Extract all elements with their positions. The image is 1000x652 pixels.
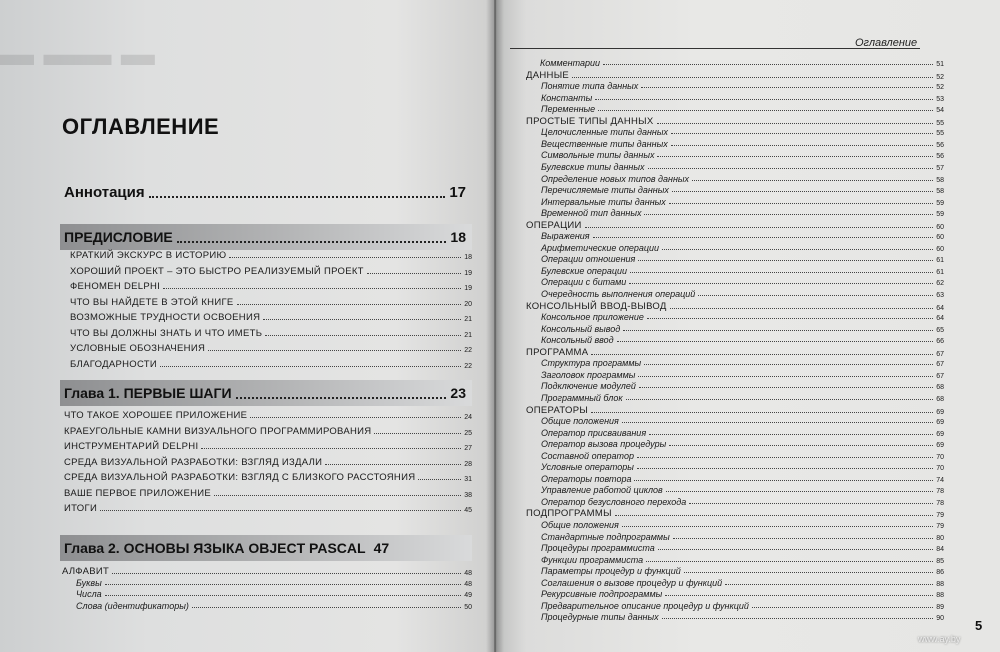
toc-entry[interactable] bbox=[70, 281, 472, 292]
toc-entry-label: Составной оператор bbox=[541, 450, 634, 461]
toc-entry-page: 60 bbox=[936, 245, 944, 253]
toc-entry-label: СРЕДА ВИЗУАЛЬНОЙ РАЗРАБОТКИ: ВЗГЛЯД ИЗДАЛИ bbox=[64, 456, 323, 468]
toc-entry-label: КРАТКИЙ ЭКСКУРС В ИСТОРИЮ bbox=[70, 250, 227, 261]
toc-entry[interactable] bbox=[540, 58, 944, 68]
toc-entry-page: 69 bbox=[936, 430, 944, 438]
leader-dots bbox=[208, 350, 461, 351]
leader-dots bbox=[662, 249, 933, 250]
leader-dots bbox=[192, 607, 461, 608]
running-header: Оглавление bbox=[855, 37, 918, 49]
toc-entry[interactable] bbox=[541, 497, 944, 507]
leader-dots bbox=[591, 354, 933, 355]
toc-entry-label: Временной тип данных bbox=[541, 208, 642, 219]
toc-entry[interactable] bbox=[541, 254, 944, 264]
leader-dots bbox=[630, 272, 933, 273]
toc-entry-label: Параметры процедур и функций bbox=[541, 566, 681, 577]
toc-entry[interactable] bbox=[541, 578, 944, 588]
toc-entry[interactable] bbox=[541, 277, 944, 287]
toc-entry[interactable] bbox=[541, 381, 944, 391]
toc-entry[interactable] bbox=[541, 520, 944, 530]
toc-entry-page: 78 bbox=[936, 488, 944, 496]
toc-entry-page: 74 bbox=[936, 476, 944, 484]
bleed-through-text: ▬ ▬▬ ▬ bbox=[0, 35, 155, 73]
toc-entry[interactable] bbox=[541, 335, 944, 345]
toc-entry-label: Общие положения bbox=[541, 416, 619, 427]
toc-entry[interactable] bbox=[526, 220, 944, 231]
leader-dots bbox=[638, 260, 933, 261]
toc-entry[interactable] bbox=[526, 405, 944, 416]
leader-dots bbox=[684, 572, 933, 573]
toc-entry-page: 22 bbox=[464, 362, 472, 370]
toc-label: Глава 2. ОСНОВЫ ЯЗЫКА OBJECT PASCAL bbox=[64, 540, 366, 556]
leader-dots bbox=[623, 330, 933, 331]
toc-entry-label: Оператор безусловного перехода bbox=[541, 496, 687, 507]
toc-entry[interactable] bbox=[70, 359, 472, 370]
toc-entry-label: УСЛОВНЫЕ ОБОЗНАЧЕНИЯ bbox=[70, 343, 206, 354]
toc-entry[interactable] bbox=[541, 312, 944, 322]
toc-entry-label: Подключение модулей bbox=[541, 381, 636, 392]
leader-dots bbox=[595, 99, 933, 100]
toc-entry-label: ПРОСТЫЕ ТИПЫ ДАННЫХ bbox=[526, 115, 654, 127]
toc-entry-label: Понятие типа данных bbox=[541, 81, 639, 92]
toc-entry-page: 68 bbox=[936, 384, 944, 392]
leader-dots bbox=[637, 468, 933, 469]
toc-entry-page: 67 bbox=[936, 350, 944, 358]
toc-entry[interactable] bbox=[541, 416, 944, 426]
leader-dots bbox=[160, 366, 461, 367]
toc-entry-label: Общие положения bbox=[541, 520, 619, 530]
toc-entry[interactable] bbox=[541, 589, 944, 599]
toc-entry[interactable] bbox=[541, 612, 944, 622]
toc-entry[interactable] bbox=[541, 324, 944, 334]
toc-entry-label: ЧТО ТАКОЕ ХОРОШЕЕ ПРИЛОЖЕНИЕ bbox=[64, 410, 248, 421]
toc-entry-label: Предварительное описание процедур и функций bbox=[541, 600, 749, 611]
leader-dots bbox=[325, 464, 461, 465]
leader-dots bbox=[647, 318, 933, 319]
toc-entry-label: Стандартные подпрограммы bbox=[541, 531, 670, 542]
toc-entry[interactable] bbox=[526, 347, 944, 358]
toc-entry-page: 20 bbox=[464, 300, 472, 308]
toc-entry[interactable] bbox=[541, 555, 944, 565]
toc-entry-label: ВАШЕ ПЕРВОЕ ПРИЛОЖЕНИЕ bbox=[64, 487, 212, 499]
toc-entry[interactable] bbox=[76, 601, 472, 611]
toc-entry-page: 19 bbox=[464, 285, 472, 292]
leader-dots bbox=[646, 561, 933, 562]
toc-entry[interactable] bbox=[70, 266, 472, 277]
toc-entry-page: 31 bbox=[464, 476, 472, 483]
toc-entry-page: 60 bbox=[936, 234, 944, 242]
leader-dots bbox=[649, 434, 933, 435]
toc-entry-page: 57 bbox=[936, 164, 944, 172]
leader-dots bbox=[163, 288, 461, 289]
left-page bbox=[0, 0, 494, 652]
toc-entry[interactable] bbox=[64, 488, 472, 499]
toc-entry-page: 21 bbox=[464, 331, 472, 339]
toc-entry[interactable] bbox=[541, 208, 944, 218]
toc-entry-label: Операции отношения bbox=[541, 254, 636, 265]
leader-dots bbox=[662, 618, 934, 619]
leader-dots bbox=[638, 376, 933, 377]
toc-entry-page: 38 bbox=[464, 491, 472, 499]
toc-entry[interactable] bbox=[541, 543, 944, 553]
toc-entry-page: 86 bbox=[936, 569, 944, 577]
toc-entry-page: 70 bbox=[936, 453, 944, 461]
toc-entry-page: 66 bbox=[936, 338, 944, 346]
toc-entry-label: Оператор вызова процедуры bbox=[541, 439, 667, 450]
toc-entry[interactable] bbox=[526, 70, 944, 81]
toc-entry[interactable] bbox=[70, 328, 472, 339]
leader-dots bbox=[637, 457, 933, 458]
toc-entry[interactable] bbox=[541, 439, 944, 449]
leader-dots bbox=[367, 273, 461, 274]
leader-dots bbox=[689, 503, 933, 504]
toc-entry-page: 62 bbox=[936, 280, 944, 288]
leader-dots bbox=[418, 479, 461, 480]
toc-entry[interactable] bbox=[70, 312, 472, 323]
leader-dots bbox=[669, 203, 933, 204]
toc-entry-page: 65 bbox=[936, 326, 944, 334]
toc-entry-label: Соглашения о вызове процедур и функций bbox=[541, 577, 723, 588]
toc-label: ПРЕДИСЛОВИЕ bbox=[64, 229, 173, 245]
toc-entry-page: 58 bbox=[936, 176, 944, 184]
leader-dots bbox=[201, 448, 461, 449]
toc-entry[interactable] bbox=[541, 162, 944, 172]
toc-entry-label: Интервальные типы данных bbox=[541, 196, 666, 207]
toc-entry-label: Целочисленные типы данных bbox=[541, 127, 668, 138]
toc-entry[interactable] bbox=[62, 566, 472, 577]
toc-entry-label: ПРОГРАММА bbox=[526, 346, 589, 358]
toc-entry-page: 88 bbox=[936, 580, 944, 588]
toc-entry[interactable] bbox=[541, 197, 944, 207]
toc-entry-label: ОПЕРАТОРЫ bbox=[526, 404, 589, 416]
toc-entry[interactable] bbox=[541, 370, 944, 380]
watermark: www.ay.by bbox=[918, 634, 961, 644]
leader-dots bbox=[644, 214, 933, 215]
leader-dots bbox=[598, 110, 933, 111]
toc-entry-page: 64 bbox=[936, 304, 944, 312]
toc-entry-label: Структура программы bbox=[541, 358, 642, 369]
toc-entry-page: 69 bbox=[936, 419, 944, 427]
toc-entry-label: Оператор присваивания bbox=[541, 427, 647, 438]
toc-label: Глава 1. ПЕРВЫЕ ШАГИ bbox=[64, 385, 232, 401]
toc-entry-page: 67 bbox=[936, 361, 944, 369]
leader-dots bbox=[698, 295, 933, 296]
toc-entry-label: Функции программиста bbox=[541, 554, 644, 565]
toc-entry[interactable] bbox=[541, 474, 944, 484]
toc-entry-label: Операции с битами bbox=[541, 277, 627, 288]
toc-page: 18 bbox=[450, 229, 466, 245]
toc-preface[interactable] bbox=[60, 224, 472, 250]
toc-entry-page: 61 bbox=[936, 257, 944, 265]
leader-dots bbox=[657, 123, 934, 124]
toc-entry-page: 70 bbox=[936, 465, 944, 473]
toc-entry[interactable] bbox=[541, 93, 944, 103]
toc-entry-page: 50 bbox=[464, 603, 472, 611]
leader-dots bbox=[752, 607, 933, 608]
toc-entry-label: ПОДПРОГРАММЫ bbox=[526, 508, 612, 520]
toc-entry-label: Булевские операции bbox=[541, 265, 628, 276]
toc-entry-label: Очередность выполнения операций bbox=[541, 289, 696, 299]
toc-entry-page: 78 bbox=[936, 499, 944, 507]
toc-entry[interactable] bbox=[64, 503, 472, 514]
toc-entry-label: ХОРОШИЙ ПРОЕКТ – ЭТО БЫСТРО РЕАЛИЗУЕМЫЙ ПРОЕКТ bbox=[70, 265, 364, 277]
toc-entry[interactable] bbox=[76, 578, 472, 588]
toc-entry[interactable] bbox=[64, 410, 472, 421]
toc-entry[interactable] bbox=[541, 566, 944, 576]
toc-entry[interactable] bbox=[541, 532, 944, 542]
toc-entry-page: 24 bbox=[464, 414, 472, 421]
leader-dots bbox=[591, 412, 933, 413]
toc-entry-page: 19 bbox=[464, 269, 472, 277]
toc-entry-page: 59 bbox=[936, 199, 944, 207]
toc-entry-label: Арифметические операции bbox=[541, 242, 660, 253]
leader-dots bbox=[177, 231, 447, 243]
toc-entry-page: 84 bbox=[936, 546, 944, 554]
toc-entry[interactable] bbox=[64, 441, 472, 452]
toc-entry-label: ЧТО ВЫ НАЙДЕТЕ В ЭТОЙ КНИГЕ bbox=[70, 296, 234, 308]
toc-entry-page: 21 bbox=[464, 316, 472, 323]
toc-entry-page: 52 bbox=[936, 73, 944, 81]
toc-entry-page: 52 bbox=[936, 84, 944, 92]
leader-dots bbox=[629, 283, 933, 284]
leader-dots bbox=[149, 186, 446, 198]
leader-dots bbox=[657, 156, 933, 157]
toc-entry-label: ИТОГИ bbox=[64, 503, 98, 514]
toc-entry-label: КРАЕУГОЛЬНЫЕ КАМНИ ВИЗУАЛЬНОГО ПРОГРАММИРОВАНИЯ bbox=[64, 425, 372, 437]
toc-chapter-1[interactable] bbox=[60, 380, 472, 406]
toc-entry[interactable] bbox=[541, 139, 944, 149]
toc-entry-page: 88 bbox=[936, 592, 944, 600]
leader-dots bbox=[648, 168, 934, 169]
toc-entry-page: 25 bbox=[464, 429, 472, 437]
toc-entry-label: Символьные типы данных bbox=[541, 150, 655, 161]
leader-dots bbox=[671, 145, 934, 146]
toc-entry-label: Заголовок программы bbox=[541, 369, 636, 380]
toc-entry-page: 69 bbox=[936, 442, 944, 450]
leader-dots bbox=[658, 549, 933, 550]
leader-dots bbox=[670, 308, 934, 309]
leader-dots bbox=[692, 180, 933, 181]
toc-entry-label: КОНСОЛЬНЫЙ ВВОД-ВЫВОД bbox=[526, 300, 667, 312]
leader-dots bbox=[666, 491, 933, 492]
toc-entry[interactable] bbox=[541, 185, 944, 195]
toc-entry-page: 56 bbox=[936, 153, 944, 161]
toc-entry-page: 90 bbox=[936, 615, 944, 623]
toc-entry-label: Переменные bbox=[541, 104, 596, 115]
toc-entry[interactable] bbox=[541, 601, 944, 611]
toc-chapter-2[interactable] bbox=[60, 535, 472, 561]
toc-entry-label: Рекурсивные подпрограммы bbox=[541, 589, 663, 600]
toc-entry[interactable] bbox=[541, 485, 944, 495]
toc-entry-page: 51 bbox=[936, 61, 944, 68]
toc-entry[interactable] bbox=[541, 393, 944, 403]
toc-entry-label: ДАННЫЕ bbox=[526, 69, 570, 81]
toc-entry-label: ВОЗМОЖНЫЕ ТРУДНОСТИ ОСВОЕНИЯ bbox=[70, 312, 261, 323]
toc-entry-label: Программный блок bbox=[541, 392, 623, 403]
toc-entry-label: Процедурные типы данных bbox=[541, 612, 659, 623]
toc-entry[interactable] bbox=[541, 289, 944, 299]
toc-entry[interactable] bbox=[541, 451, 944, 461]
toc-entry-label: Буквы bbox=[76, 577, 102, 588]
leader-dots bbox=[112, 573, 461, 574]
toc-entry[interactable] bbox=[541, 462, 944, 472]
toc-entry-page: 89 bbox=[936, 603, 944, 611]
toc-annotation[interactable] bbox=[60, 179, 472, 205]
leader-dots bbox=[100, 510, 461, 511]
toc-entry-page: 27 bbox=[464, 445, 472, 452]
leader-dots bbox=[672, 191, 933, 192]
leader-dots bbox=[265, 335, 461, 336]
toc-entry[interactable] bbox=[541, 81, 944, 91]
toc-entry-page: 60 bbox=[936, 223, 944, 231]
leader-dots bbox=[374, 433, 461, 434]
toc-entry-label: Процедуры программиста bbox=[541, 543, 655, 554]
toc-entry-label: Перечисляемые типы данных bbox=[541, 185, 669, 196]
toc-entry-label: Комментарии bbox=[540, 58, 601, 68]
toc-entry-page: 48 bbox=[464, 570, 472, 577]
toc-entry[interactable] bbox=[541, 231, 944, 241]
leader-dots bbox=[622, 422, 933, 423]
book-gutter bbox=[486, 0, 504, 652]
toc-entry[interactable] bbox=[541, 266, 944, 276]
toc-entry-page: 45 bbox=[464, 507, 472, 514]
toc-entry-page: 79 bbox=[936, 523, 944, 530]
leader-dots bbox=[671, 133, 933, 134]
toc-entry-label: ИНСТРУМЕНТАРИЙ DELPHI bbox=[64, 441, 199, 452]
leader-dots bbox=[626, 399, 934, 400]
toc-entry[interactable] bbox=[64, 426, 472, 437]
toc-entry[interactable] bbox=[541, 358, 944, 368]
leader-dots bbox=[622, 526, 933, 527]
toc-entry[interactable] bbox=[70, 250, 472, 261]
leader-dots bbox=[236, 387, 447, 399]
toc-entry-page: 49 bbox=[464, 592, 472, 599]
leader-dots bbox=[634, 480, 933, 481]
toc-entry-page: 55 bbox=[936, 119, 944, 127]
leader-dots bbox=[665, 595, 933, 596]
toc-entry-page: 68 bbox=[936, 395, 944, 403]
toc-entry-page: 69 bbox=[936, 408, 944, 416]
leader-dots bbox=[617, 341, 934, 342]
toc-entry[interactable] bbox=[541, 104, 944, 114]
toc-entry[interactable] bbox=[541, 127, 944, 137]
toc-entry-label: ЧТО ВЫ ДОЛЖНЫ ЗНАТЬ И ЧТО ИМЕТЬ bbox=[70, 327, 263, 339]
toc-entry[interactable] bbox=[64, 457, 472, 468]
toc-entry-page: 79 bbox=[936, 512, 944, 520]
leader-dots bbox=[641, 87, 933, 88]
toc-entry-label: БЛАГОДАРНОСТИ bbox=[70, 358, 158, 370]
leader-dots bbox=[603, 64, 933, 65]
leader-dots bbox=[644, 364, 933, 365]
toc-entry-page: 56 bbox=[936, 141, 944, 149]
toc-entry-label: ОПЕРАЦИИ bbox=[526, 219, 582, 231]
leader-dots bbox=[639, 387, 933, 388]
toc-entry[interactable] bbox=[541, 243, 944, 253]
page-title: ОГЛАВЛЕНИЕ bbox=[62, 114, 220, 139]
toc-entry-label: Консольный вывод bbox=[541, 323, 621, 334]
toc-entry-label: АЛФАВИТ bbox=[62, 566, 110, 577]
toc-entry-label: Константы bbox=[541, 92, 593, 103]
toc-entry-page: 58 bbox=[936, 188, 944, 196]
toc-entry[interactable] bbox=[70, 297, 472, 308]
leader-dots bbox=[229, 257, 461, 258]
toc-entry[interactable] bbox=[541, 428, 944, 438]
toc-entry-label: Консольное приложение bbox=[541, 312, 644, 323]
toc-entry-page: 22 bbox=[464, 347, 472, 354]
leader-dots bbox=[585, 227, 934, 228]
toc-entry-label: Вещественные типы данных bbox=[541, 138, 668, 149]
leader-dots bbox=[263, 319, 461, 320]
leader-dots bbox=[725, 584, 933, 585]
leader-dots bbox=[615, 515, 933, 516]
toc-entry-label: СРЕДА ВИЗУАЛЬНОЙ РАЗРАБОТКИ: ВЗГЛЯД С БЛИЗКОГО РАССТОЯНИЯ bbox=[64, 472, 416, 483]
toc-entry[interactable] bbox=[541, 174, 944, 184]
toc-entry-label: ФЕНОМЕН DELPHI bbox=[70, 281, 161, 292]
toc-entry-page: 80 bbox=[936, 534, 944, 542]
toc-entry-page: 59 bbox=[936, 211, 944, 219]
toc-entry-label: Консольный ввод bbox=[541, 335, 614, 346]
toc-entry[interactable] bbox=[76, 589, 472, 599]
page-number: 5 bbox=[975, 618, 983, 633]
toc-entry-label: Условные операторы bbox=[541, 462, 634, 473]
leader-dots bbox=[105, 595, 462, 596]
toc-entry-page: 85 bbox=[936, 557, 944, 565]
toc-entry[interactable] bbox=[526, 301, 944, 312]
toc-entry[interactable] bbox=[526, 116, 944, 127]
leader-dots bbox=[669, 445, 933, 446]
toc-entry-page: 61 bbox=[936, 268, 944, 276]
toc-entry[interactable] bbox=[64, 472, 472, 483]
leader-dots bbox=[250, 417, 461, 418]
toc-entry-label: Числа bbox=[76, 589, 102, 599]
toc-entry[interactable] bbox=[70, 343, 472, 354]
toc-entry-page: 63 bbox=[936, 292, 944, 299]
toc-entry-page: 55 bbox=[936, 130, 944, 138]
toc-entry-page: 18 bbox=[464, 254, 472, 261]
toc-entry-page: 28 bbox=[464, 460, 472, 468]
toc-entry-label: Слова (идентификаторы) bbox=[76, 600, 189, 611]
toc-entry-page: 67 bbox=[936, 372, 944, 380]
toc-entry-page: 54 bbox=[936, 107, 944, 115]
toc-entry-page: 48 bbox=[464, 580, 472, 588]
toc-page: 23 bbox=[450, 385, 466, 401]
toc-entry[interactable] bbox=[526, 508, 944, 519]
toc-entry-label: Операторы повтора bbox=[541, 473, 632, 484]
leader-dots bbox=[673, 538, 933, 539]
toc-label: Аннотация bbox=[64, 183, 145, 201]
leader-dots bbox=[214, 495, 461, 496]
toc-entry-label: Определение новых типов данных bbox=[541, 173, 690, 184]
toc-entry-label: Управление работой циклов bbox=[541, 485, 663, 496]
leader-dots bbox=[593, 237, 934, 238]
toc-entry-label: Выражения bbox=[541, 231, 590, 242]
leader-dots bbox=[237, 304, 462, 305]
toc-page: 47 bbox=[373, 540, 390, 556]
right-page bbox=[496, 0, 1000, 652]
toc-entry-page: 64 bbox=[936, 315, 944, 323]
toc-entry-label: Булевские типы данных bbox=[541, 161, 645, 172]
leader-dots bbox=[105, 584, 461, 585]
toc-entry-page: 53 bbox=[936, 95, 944, 103]
header-rule bbox=[510, 48, 920, 49]
toc-page: 17 bbox=[449, 183, 466, 201]
toc-entry[interactable] bbox=[541, 150, 944, 160]
leader-dots bbox=[572, 77, 933, 78]
